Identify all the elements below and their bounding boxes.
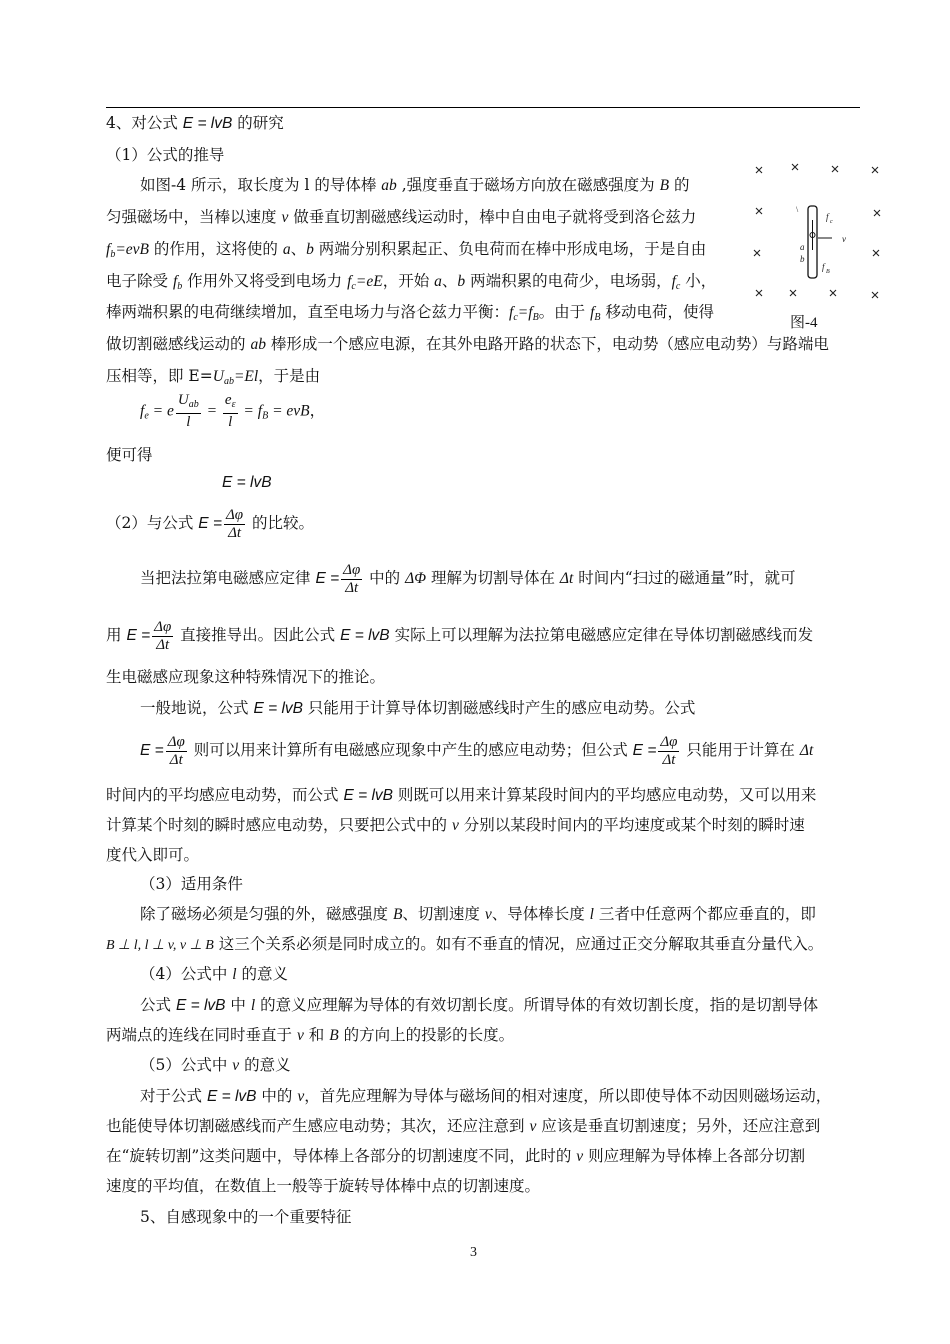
denominator: Δt bbox=[345, 579, 359, 596]
text: 的 bbox=[669, 176, 690, 194]
text: （4）公式中 bbox=[140, 965, 233, 983]
var: f bbox=[671, 273, 676, 290]
var: =evB bbox=[115, 241, 149, 258]
label-fc-sub: c bbox=[830, 219, 833, 225]
fraction bbox=[166, 734, 187, 769]
var: l bbox=[232, 966, 237, 983]
text: 匀强磁场中，当棒以速度 bbox=[106, 208, 282, 226]
paragraph-line bbox=[140, 698, 695, 719]
var: v bbox=[297, 1088, 305, 1105]
text: 。由于 bbox=[538, 303, 591, 321]
var: f bbox=[509, 304, 514, 321]
var: v bbox=[451, 817, 459, 834]
paragraph-line bbox=[106, 239, 706, 265]
text: ， bbox=[309, 401, 326, 420]
text: 在“旋转切割”这类问题中，导体棒上各部分的切割速度不同，此时的 bbox=[106, 1147, 577, 1165]
numerator: Δφ bbox=[167, 733, 185, 750]
text: 的作用，这将使的 bbox=[149, 240, 283, 258]
var: l bbox=[589, 906, 594, 923]
heading-text: 4、对公式 bbox=[106, 114, 183, 132]
cross-mark bbox=[872, 167, 878, 173]
text: 应该是垂直切割速度；另外，还应注意到 bbox=[536, 1117, 821, 1135]
numerator: Δφ bbox=[660, 733, 678, 750]
text: 当把法拉第电磁感应定律 bbox=[140, 569, 316, 587]
subscript: c bbox=[351, 281, 356, 292]
figure-caption: 图-4 bbox=[790, 315, 818, 331]
text: 中的 bbox=[256, 1087, 298, 1105]
equation-derivation: $f_e = e$ $\frac{U_{ab}}{l}$ = $\frac{e_\varepsilon}{l}$ = $f_B$ = evB， bbox=[140, 392, 326, 430]
label-fb-sub: B bbox=[826, 269, 830, 275]
text: 除了磁场必须是匀强的外，磁感强度 bbox=[140, 905, 393, 923]
subscript: ab bbox=[223, 376, 234, 387]
text: 这三个关系必须是同时成立的。如有不垂直的情况，应通过正交分解取其垂直分量代入。 bbox=[213, 935, 824, 953]
section-heading-5: 5、自感现象中的一个重要特征 bbox=[140, 1208, 352, 1226]
var: v bbox=[281, 209, 289, 226]
text: 的方向上的投影的长度。 bbox=[338, 1026, 515, 1044]
var: l bbox=[250, 997, 256, 1014]
paragraph-line bbox=[106, 1176, 540, 1196]
var: ΔΦ bbox=[405, 570, 427, 587]
subheading-4 bbox=[140, 964, 288, 985]
subscript: B bbox=[532, 312, 539, 323]
text: （5）公式中 bbox=[140, 1056, 233, 1074]
paragraph-line bbox=[106, 1025, 514, 1046]
var: v bbox=[296, 1027, 304, 1044]
cross-mark bbox=[830, 290, 836, 296]
paragraph-line bbox=[106, 271, 716, 297]
var: f bbox=[347, 273, 352, 290]
text: 分别以某段时间内的平均速度或某个时刻的瞬时速 bbox=[458, 816, 805, 834]
text: 则可以用来计算所有电磁感应现象中产生的感应电动势；但公式 bbox=[188, 741, 633, 759]
text: 公式 bbox=[140, 996, 176, 1014]
paragraph-line bbox=[140, 904, 816, 925]
cross-mark bbox=[832, 166, 838, 172]
text: 理解为切割导体在 bbox=[426, 569, 560, 587]
var: Δt bbox=[799, 742, 814, 759]
label-fc: f bbox=[826, 212, 829, 222]
text: 两端分别积累起正、负电荷而在棒中形成电场，于是自由 bbox=[313, 240, 707, 258]
cross-mark bbox=[756, 208, 762, 214]
paragraph-line bbox=[106, 1146, 805, 1167]
var: B bbox=[392, 906, 403, 923]
paragraph-line bbox=[140, 1086, 831, 1107]
text: 实际上可以理解为法拉第电磁感应定律在导体切割磁感线而发 bbox=[389, 626, 814, 644]
cross-mark bbox=[754, 250, 760, 256]
paragraph-line bbox=[106, 845, 199, 865]
var: v bbox=[232, 1057, 240, 1074]
var: b bbox=[306, 241, 314, 258]
var: U bbox=[177, 392, 189, 408]
label-a: a bbox=[800, 242, 805, 252]
var: = e bbox=[148, 402, 174, 420]
paragraph-line bbox=[140, 995, 818, 1016]
var: f bbox=[106, 241, 111, 258]
text: 中 bbox=[225, 996, 251, 1014]
text: 小， bbox=[680, 272, 717, 290]
var: f bbox=[140, 402, 145, 420]
cross-mark bbox=[872, 292, 878, 298]
subheading-3: （3）适用条件 bbox=[140, 875, 243, 893]
var: v bbox=[576, 1148, 584, 1165]
text: 两端点的连线在同时垂直于 bbox=[106, 1026, 297, 1044]
var: a bbox=[282, 241, 291, 258]
subscript: ab bbox=[188, 399, 199, 410]
formula-inline: E = lvB bbox=[182, 115, 233, 132]
text: ，于是由 bbox=[258, 367, 321, 385]
numerator: Δφ bbox=[154, 618, 172, 635]
label-v: v bbox=[842, 234, 846, 244]
denominator: Δt bbox=[156, 636, 170, 653]
subheading-5 bbox=[140, 1055, 291, 1076]
formula-inline: E = bbox=[632, 742, 657, 759]
text: 中的 bbox=[364, 569, 406, 587]
text: （2）与公式 bbox=[106, 514, 199, 532]
text: 用 bbox=[106, 626, 127, 644]
denominator: Δt bbox=[169, 751, 183, 768]
var: b bbox=[457, 273, 466, 290]
section-heading-4 bbox=[106, 113, 284, 134]
text: 速度的平均值，在数值上一般等于旋转导体棒中点的切割速度。 bbox=[106, 1177, 541, 1195]
denominator: l bbox=[186, 414, 191, 430]
text: 度代入即可。 bbox=[106, 846, 200, 864]
subscript: B bbox=[594, 312, 601, 323]
subheading-2 bbox=[106, 505, 314, 542]
paragraph-line bbox=[140, 732, 813, 769]
text: 、 bbox=[290, 240, 307, 258]
text: 做切割磁感线运动的 bbox=[106, 335, 251, 353]
var: ab bbox=[381, 177, 397, 194]
text: 生电磁感应现象这种特殊情况下的推论。 bbox=[106, 668, 386, 686]
text: 只能用于计算导体切割磁感线时产生的感应电动势。公式 bbox=[302, 699, 696, 717]
numerator: Δφ bbox=[343, 561, 361, 578]
subheading-1: （1）公式的推导 bbox=[106, 146, 225, 164]
text: 的意义 bbox=[239, 1056, 291, 1074]
var: e bbox=[224, 392, 232, 408]
text: 则既可以用来计算某段时间内的平均感应电动势，又可以用来 bbox=[392, 786, 817, 804]
var: = evB bbox=[268, 402, 310, 420]
text: 对于公式 bbox=[140, 1087, 207, 1105]
subscript: b bbox=[177, 281, 183, 292]
formula-inline: E = lvB bbox=[343, 787, 393, 804]
paragraph-line bbox=[106, 617, 813, 654]
text: 如图-4 所示，取长度为 l 的导体棒 bbox=[140, 176, 382, 194]
text: 直接推导出。因此公式 bbox=[175, 626, 341, 644]
var: Δt bbox=[559, 570, 574, 587]
paragraph-line bbox=[106, 934, 823, 956]
formula-inline: E = lvB bbox=[253, 700, 303, 717]
text: 两端积累的电荷少，电场弱， bbox=[465, 272, 672, 290]
label-a-mark: \ bbox=[796, 205, 799, 214]
paragraph-line bbox=[106, 334, 829, 355]
cross-mark bbox=[756, 167, 762, 173]
text: 的意义 bbox=[236, 965, 289, 983]
subscript: c bbox=[675, 281, 681, 292]
equation-result: E = lvB bbox=[222, 474, 272, 491]
cross-mark bbox=[874, 210, 880, 216]
text: 时间内“扫过的磁通量”时，就可 bbox=[573, 569, 796, 587]
numerator bbox=[176, 392, 201, 414]
subscript: e bbox=[144, 410, 149, 422]
formula-inline: B ⊥ l, l ⊥ v, v ⊥ B bbox=[106, 938, 214, 953]
formula-inline: E = lvB bbox=[340, 627, 390, 644]
text: 电子除受 bbox=[106, 272, 173, 290]
text: 作用外又将受到电场力 bbox=[182, 272, 348, 290]
subscript: c bbox=[513, 312, 518, 323]
label-fb: f bbox=[822, 262, 825, 272]
fraction bbox=[176, 392, 201, 431]
fraction bbox=[223, 392, 238, 431]
text: 压相等，即 E= bbox=[106, 367, 213, 385]
var: B bbox=[329, 1027, 339, 1044]
var: v bbox=[484, 906, 492, 923]
text: 、 bbox=[441, 272, 458, 290]
paragraph-line bbox=[106, 815, 805, 836]
subscript: ε bbox=[231, 399, 236, 410]
cross-mark bbox=[756, 290, 762, 296]
text: ，首先应理解为导体与磁场间的相对速度，所以即使导体不动因则磁场运动， bbox=[304, 1087, 832, 1105]
numerator: Δφ bbox=[226, 506, 244, 523]
var: v bbox=[529, 1118, 537, 1135]
var: f bbox=[172, 273, 178, 290]
formula-inline: E = lvB bbox=[175, 997, 226, 1014]
fraction bbox=[658, 734, 679, 769]
paragraph-line bbox=[106, 667, 385, 687]
text: ，开始 bbox=[382, 272, 435, 290]
text: 移动电荷，使得 bbox=[600, 303, 714, 321]
paragraph-line bbox=[106, 207, 696, 228]
formula-inline: E = bbox=[198, 515, 222, 532]
formula-inline: E = bbox=[315, 570, 340, 587]
text: ,强度垂直于磁场方向放在磁感强度为 bbox=[396, 176, 660, 194]
page-number: 3 bbox=[470, 1245, 477, 1260]
var: =eE bbox=[355, 273, 383, 290]
text: 做垂直切割磁感线运动时，棒中自由电子就将受到洛仑兹力 bbox=[288, 208, 697, 226]
cross-mark bbox=[873, 250, 879, 256]
paragraph-line bbox=[106, 1116, 820, 1137]
cross-mark bbox=[792, 164, 798, 170]
formula-inline: E = lvB bbox=[206, 1088, 257, 1105]
text: 时间内的平均感应电动势，而公式 bbox=[106, 786, 344, 804]
denominator: Δt bbox=[228, 524, 242, 541]
text: 、导体棒长度 bbox=[491, 905, 590, 923]
heading-text: 的研究 bbox=[232, 114, 284, 132]
var: ab bbox=[250, 336, 266, 353]
var: B bbox=[659, 177, 670, 194]
denominator: Δt bbox=[662, 751, 676, 768]
cross-mark bbox=[790, 290, 796, 296]
paragraph-line bbox=[106, 302, 714, 328]
text: 和 bbox=[303, 1026, 330, 1044]
fraction bbox=[152, 619, 173, 654]
var: =f bbox=[517, 304, 533, 321]
subscript: b bbox=[110, 249, 116, 260]
formula-inline: E = bbox=[126, 627, 151, 644]
text: 也能使导体切割磁感线而产生感应电动势；其次，还应注意到 bbox=[106, 1117, 530, 1135]
figure-4-diagram bbox=[748, 158, 888, 328]
text: 的意义应理解为导体的有效切割长度。所谓导体的有效切割长度，指的是切割导体 bbox=[255, 996, 819, 1014]
paragraph-line: 便可得 bbox=[106, 446, 153, 464]
paragraph-line bbox=[106, 366, 320, 392]
fraction bbox=[224, 507, 245, 542]
var: U bbox=[212, 368, 224, 385]
var: a bbox=[434, 273, 442, 290]
paragraph-line bbox=[140, 175, 689, 196]
numerator bbox=[223, 392, 238, 414]
text: 棒形成一个感应电源，在其外电路开路的状态下，电动势（感应电动势）与路端电 bbox=[265, 335, 829, 353]
text: 一般地说，公式 bbox=[140, 699, 254, 717]
fraction bbox=[341, 562, 362, 597]
var: = f bbox=[239, 402, 263, 420]
text: 、切割速度 bbox=[402, 905, 485, 923]
header-rule bbox=[106, 107, 860, 108]
text: 的比较。 bbox=[247, 514, 315, 532]
formula-inline: E = bbox=[140, 742, 164, 759]
var: =El bbox=[233, 368, 259, 385]
text: 棒两端积累的电荷继续增加，直至电场力与洛仑兹力平衡： bbox=[106, 303, 510, 321]
paragraph-line bbox=[106, 785, 816, 806]
text: 则应理解为导体棒上各部分切割 bbox=[583, 1147, 806, 1165]
subscript: B bbox=[262, 410, 269, 422]
text: 三者中任意两个都应垂直的，即 bbox=[593, 905, 816, 923]
text: 计算某个时刻的瞬时感应电动势，只要把公式中的 bbox=[106, 816, 452, 834]
paragraph-line bbox=[140, 560, 796, 597]
label-b: b bbox=[800, 254, 805, 264]
var: f bbox=[590, 304, 595, 321]
denominator: l bbox=[228, 414, 233, 430]
text: 只能用于计算在 bbox=[681, 741, 800, 759]
